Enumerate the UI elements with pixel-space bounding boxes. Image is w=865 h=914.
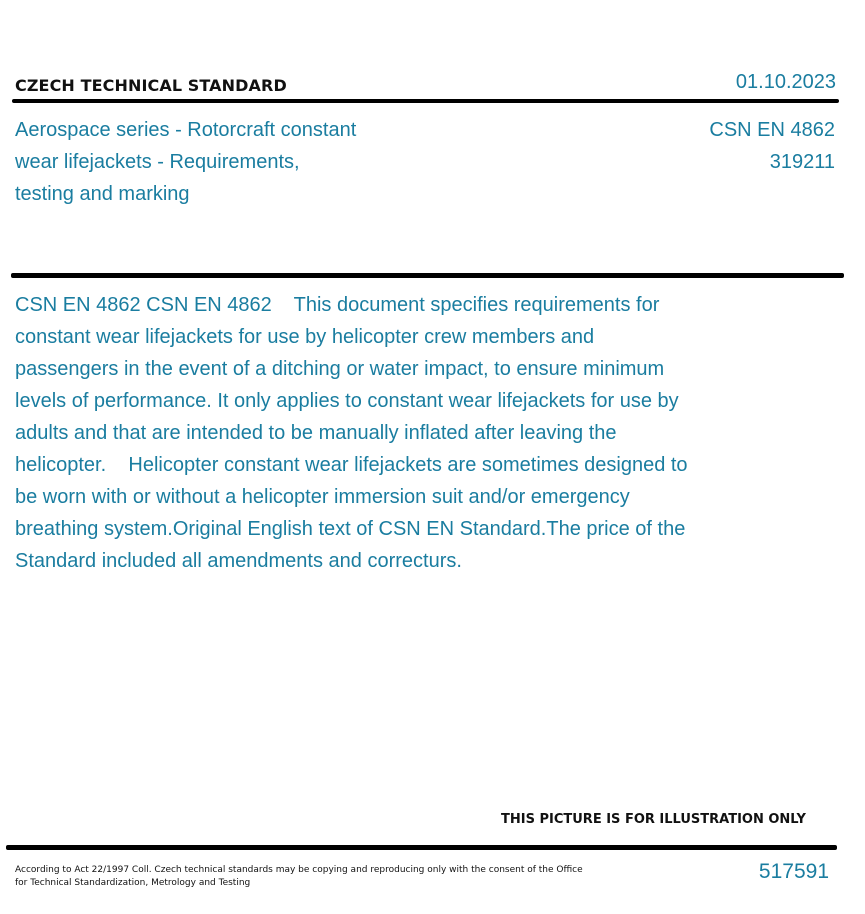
legal-notice — [15, 864, 595, 890]
standard-title-line: Aerospace series - Rotorcraft constant — [15, 119, 357, 141]
section-divider — [11, 273, 844, 278]
abstract-text: CSN EN 4862 CSN EN 4862 This document specifies requirements for constant wear lifejackets for use by helicopter crew members and passengers in the event of a ditching or water impact, to ensure minimum levels of performance. It only applies to constant wear lifejackets for use by adults and that are intended to be manually inflated after leaving the helicopter. Helicopter constant wear lifejackets are sometimes designed to be worn with or without a helicopter immersion suit and/or emergency breathing system.Original English text of CSN EN Standard.The price of the Standard included all amendments and correcturs. — [15, 294, 694, 572]
standard-title-line: testing and marking — [15, 183, 190, 205]
standard-code: CSN EN 4862 — [709, 119, 835, 141]
document-type-label: CZECH TECHNICAL STANDARD — [15, 76, 287, 95]
footer-divider — [6, 845, 837, 850]
standard-title-line: wear lifejackets - Requirements, — [15, 151, 300, 173]
header-divider — [12, 99, 839, 103]
illustration-watermark: THIS PICTURE IS FOR ILLUSTRATION ONLY — [501, 812, 806, 827]
standard-identifiers — [709, 114, 835, 178]
legal-notice-line: According to Act 22/1997 Coll. Czech technical standards may be copying and reproducing only with the consent of the Office — [15, 865, 583, 875]
standard-title — [15, 114, 415, 210]
catalog-number: 517591 — [758, 860, 829, 883]
legal-notice-line: for Technical Standardization, Metrology and Testing — [15, 878, 251, 888]
publication-date: 01.10.2023 — [735, 71, 836, 93]
class-number: 319211 — [769, 151, 835, 173]
